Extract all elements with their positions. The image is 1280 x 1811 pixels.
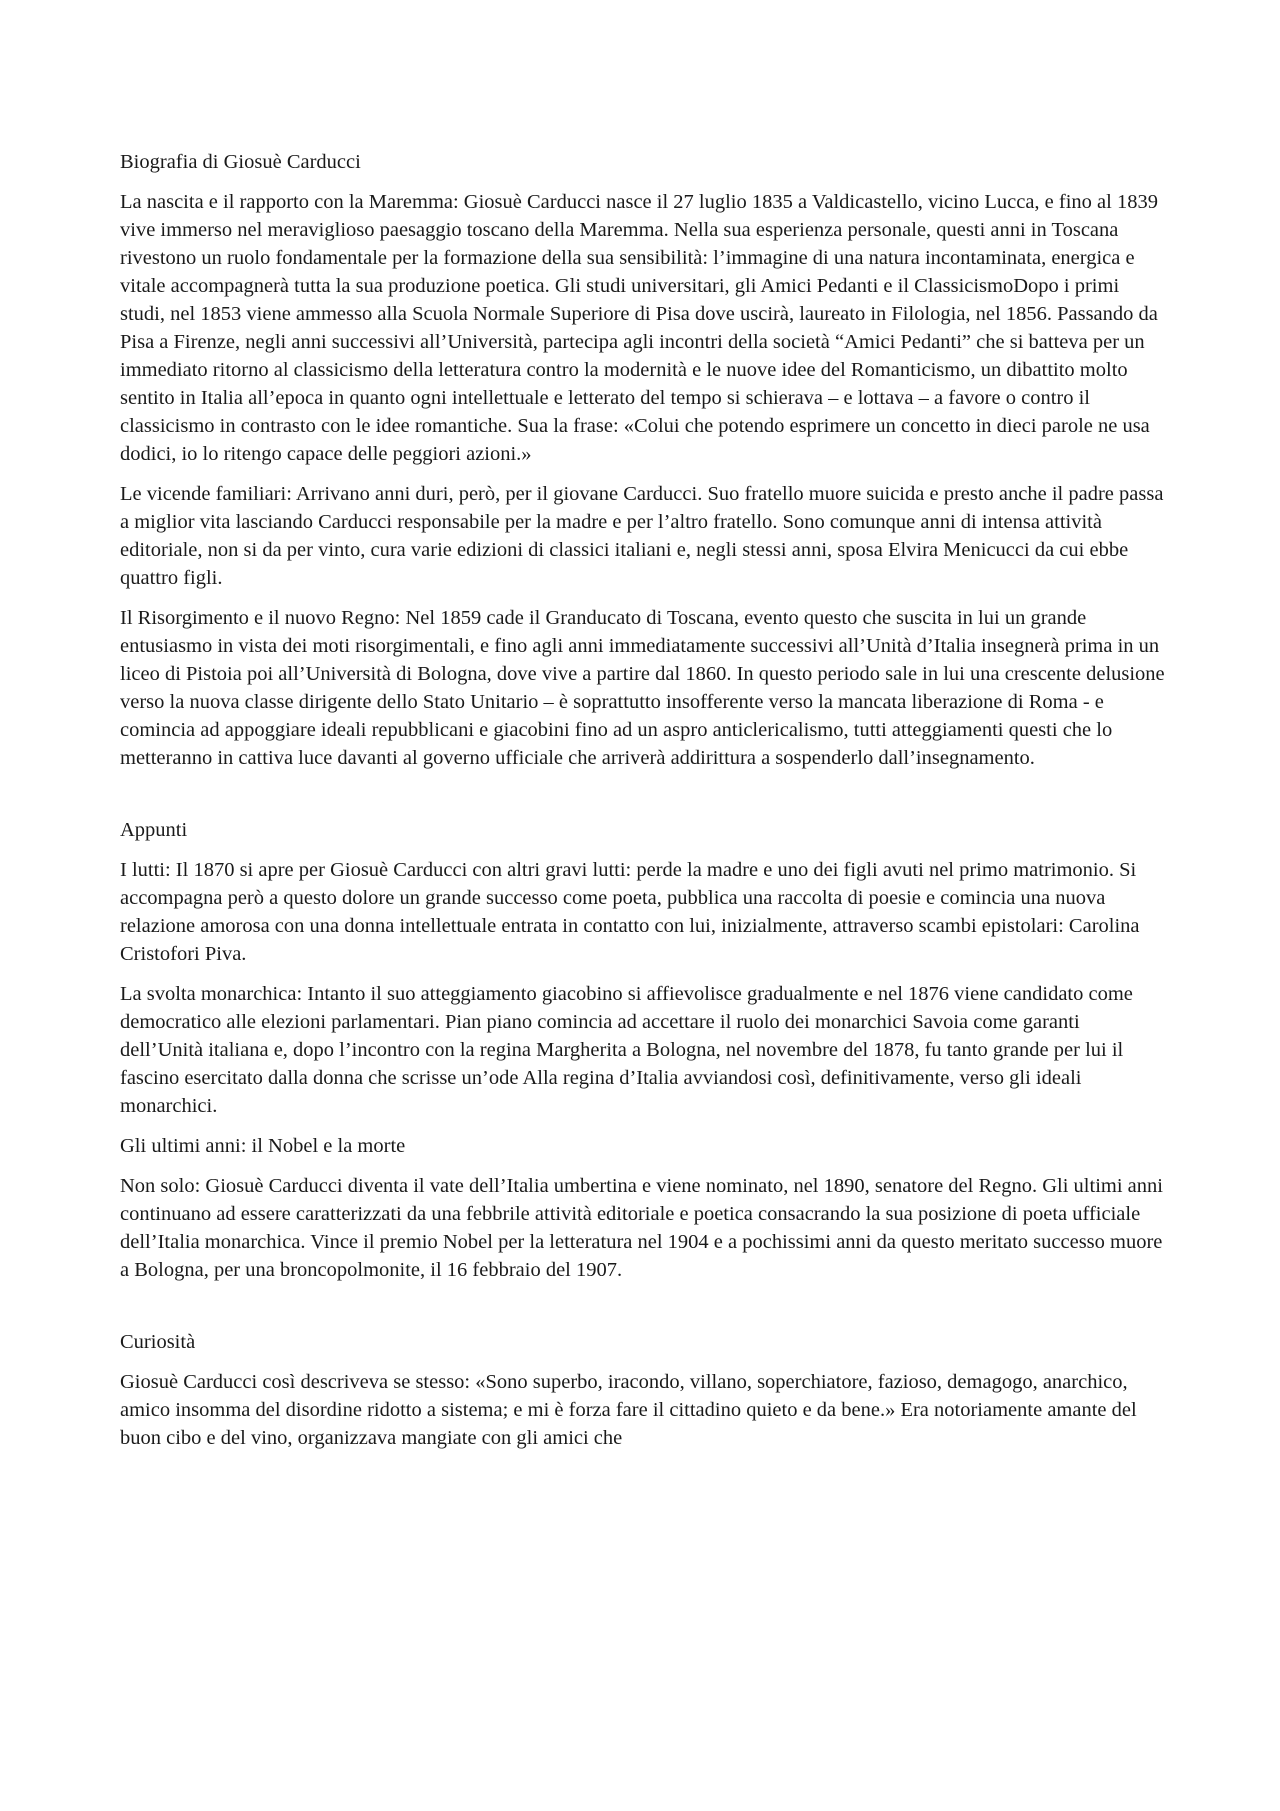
document-page [120, 148, 1165, 1464]
paragraph-lutti: I lutti: Il 1870 si apre per Giosuè Carducci con altri gravi lutti: perde la madre e uno dei figli avuti nel primo matrimonio. Si accompagna però a questo dolore un grande successo come poeta, pubblica una raccolta di poesie e comincia una nuova relazione amorosa con una donna intellettuale entrata in contatto con lui, inizialmente, attraverso scambi epistolari: Carolina Cristofori Piva. [120, 859, 1140, 965]
paragraph-nobel-morte: Non solo: Giosuè Carducci diventa il vate dell’Italia umbertina e viene nominato, nel 1890, senatore del Regno. Gli ultimi anni continuano ad essere caratterizzati da una febbrile attività editoriale e poetica consacrando la sua posizione di poeta ufficiale dell’Italia monarchica. Vince il premio Nobel per la letteratura nel 1904 e a pochissimi anni da questo meritato successo muore a Bologna, per una broncopolmonite, il 16 febbraio del 1907. [120, 1175, 1163, 1281]
heading-appunti: Appunti [120, 819, 188, 841]
paragraph-vicende-familiari: Le vicende familiari: Arrivano anni duri, però, per il giovane Carducci. Suo fratello muore suicida e presto anche il padre passa a miglior vita lasciando Carducci responsabile per la madre e per l’altro fratello. Sono comunque anni di intensa attività editoriale, non si da per vinto, cura varie edizioni di classici italiani e, negli stessi anni, sposa Elvira Menicucci da cui ebbe quattro figli. [120, 483, 1164, 589]
paragraph-svolta-monarchica: La svolta monarchica: Intanto il suo atteggiamento giacobino si affievolisce gradualmente e nel 1876 viene candidato come democratico alle elezioni parlamentari. Pian piano comincia ad accettare il ruolo dei monarchici Savoia come garanti dell’Unità italiana e, dopo l’incontro con la regina Margherita a Bologna, nel novembre del 1878, fu tanto grande per lui il fascino esercitato dalla donna che scrisse un’ode Alla regina d’Italia avviandosi così, definitivamente, verso gli ideali monarchici. [120, 983, 1133, 1117]
paragraph-risorgimento: Il Risorgimento e il nuovo Regno: Nel 1859 cade il Granducato di Toscana, evento questo che suscita in lui un grande entusiasmo in vista dei moti risorgimentali, e fino agli anni immediatamente successivi all’Unità d’Italia insegnerà prima in un liceo di Pistoia poi all’Università di Bologna, dove vive a partire dal 1860. In questo periodo sale in lui una crescente delusione verso la nuova classe dirigente dello Stato Unitario – è soprattutto insofferente verso la mancata liberazione di Roma - e comincia ad appoggiare ideali repubblicani e giacobini fino ad un aspro anticlericalismo, tutti atteggiamenti questi che lo metteranno in cattiva luce davanti al governo ufficiale che arriverà addirittura a sospenderlo dall’insegnamento. [120, 607, 1165, 769]
paragraph-curiosita: Giosuè Carducci così descriveva se stesso: «Sono superbo, iracondo, villano, soperchiatore, fazioso, demagogo, anarchico, amico insomma del disordine ridotto a sistema; e mi è forza fare il cittadino quieto e da bene.» Era notoriamente amante del buon cibo e del vino, organizzava mangiate con gli amici che [120, 1371, 1137, 1449]
paragraph-maremma: La nascita e il rapporto con la Maremma: Giosuè Carducci nasce il 27 luglio 1835 a Valdicastello, vicino Lucca, e fino al 1839 vive immerso nel meraviglioso paesaggio toscano della Maremma. Nella sua esperienza personale, questi anni in Toscana rivestono un ruolo fondamentale per la formazione della sua sensibilità: l’immagine di una natura incontaminata, energica e vitale accompagnerà tutta la sua produzione poetica. Gli studi universitari, gli Amici Pedanti e il ClassicismoDopo i primi studi, nel 1853 viene ammesso alla Scuola Normale Superiore di Pisa dove uscirà, laureato in Filologia, nel 1856. Passando da Pisa a Firenze, negli anni successivi all’Università, partecipa agli incontri della società “Amici Pedanti” che si batteva per un immediato ritorno al classicismo della letteratura contro la modernità e le nuove idee del Romanticismo, un dibattito molto sentito in Italia all’epoca in quanto ogni intellettuale e letterato del tempo si schierava – e lottava – a favore o contro il classicismo in contrasto con le idee romantiche. Sua la frase: «Colui che potendo esprimere un concetto in dieci parole ne usa dodici, io lo ritengo capace delle peggiori azioni.» [120, 191, 1158, 465]
heading-ultimi-anni: Gli ultimi anni: il Nobel e la morte [120, 1135, 406, 1157]
heading-curiosita: Curiosità [120, 1331, 196, 1353]
document-title: Biografia di Giosuè Carducci [120, 151, 361, 173]
